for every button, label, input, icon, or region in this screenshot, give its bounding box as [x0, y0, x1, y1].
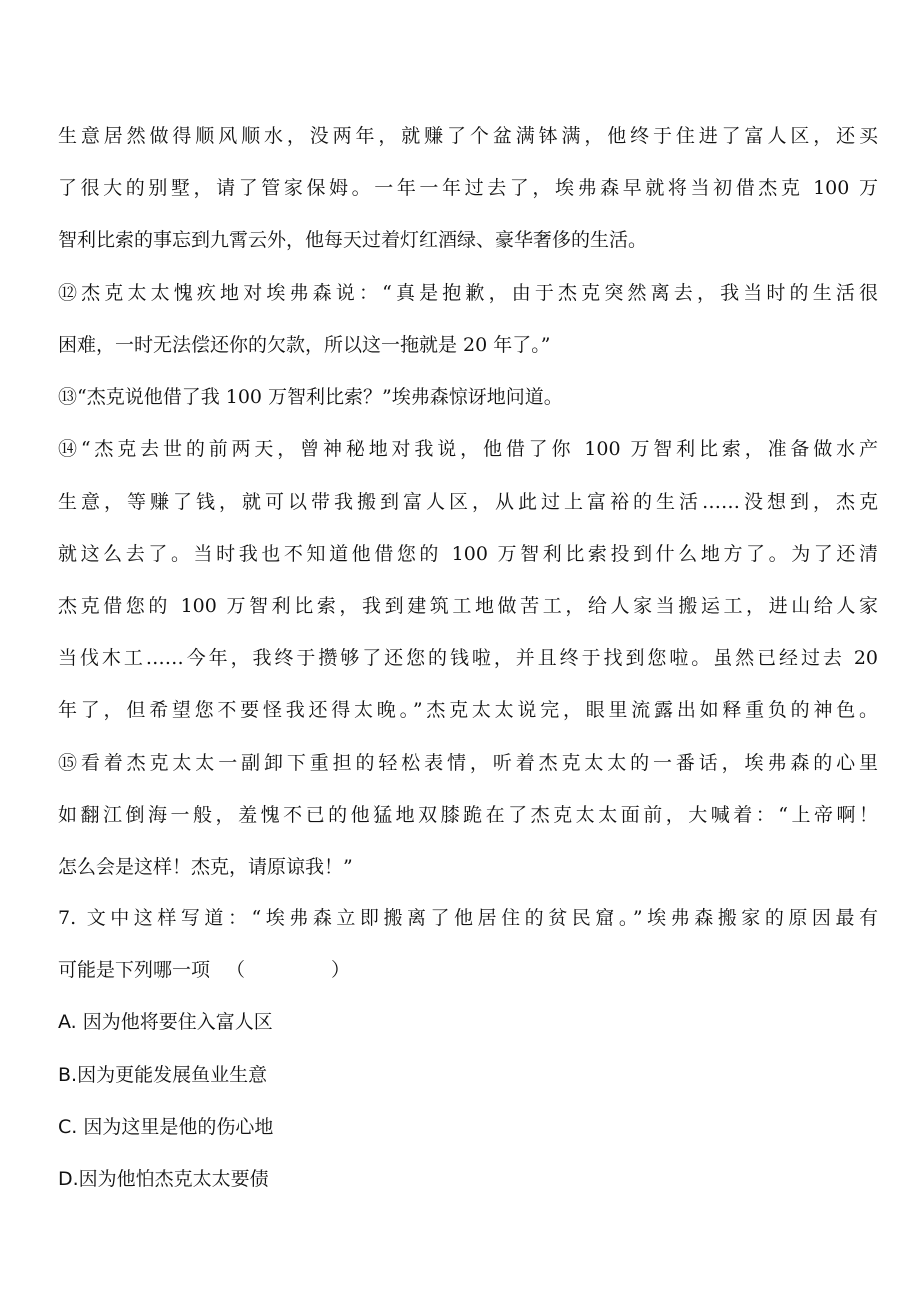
passage-line: 困难，一时无法偿还你的欠款，所以这一拖就是 20 年了。”	[58, 334, 551, 356]
passage-paragraph-15-line: ⑮看着杰克太太一副卸下重担的轻松表情，听着杰克太太的一番话，埃弗森的心里	[58, 752, 878, 774]
passage-line: 生意居然做得顺风顺水，没两年，就赚了个盆满钵满，他终于住进了富人区，还买	[58, 125, 878, 147]
passage-paragraph-14-line: ⑭“杰克去世的前两天，曾神秘地对我说，他借了你 100 万智利比索，准备做水产	[58, 438, 878, 460]
passage-line: 年了，但希望您不要怪我还得太晚。”杰克太太说完，眼里流露出如释重负的神色。	[58, 699, 878, 721]
option-c: C. 因为这里是他的伤心地	[58, 1116, 274, 1138]
passage-paragraph-12-line: ⑫杰克太太愧疚地对埃弗森说：“真是抱歉，由于杰克突然离去，我当时的生活很	[58, 282, 878, 304]
option-b: B.因为更能发展鱼业生意	[58, 1064, 268, 1086]
passage-line: 杰克借您的 100 万智利比索，我到建筑工地做苦工，给人家当搬运工，进山给人家	[58, 595, 878, 617]
option-d: D.因为他怕杰克太太要债	[58, 1168, 269, 1190]
passage-paragraph-13-line: ⑬“杰克说他借了我 100 万智利比索？”埃弗森惊讶地问道。	[58, 386, 563, 408]
question-stem-line-2	[58, 958, 878, 982]
question-stem: 7. 文中这样写道：“埃弗森立即搬离了他居住的贫民窟。”埃弗森搬家的原因最有	[58, 907, 878, 929]
passage-line: 生意，等赚了钱，就可以带我搬到富人区，从此过上富裕的生活……没想到，杰克	[58, 491, 878, 513]
answer-paren-open: （	[226, 959, 246, 981]
passage-line: 当伐木工……今年，我终于攒够了还您的钱啦，并且终于找到您啦。虽然已经过去 20	[58, 647, 878, 669]
question-stem-text: 可能是下列哪一项	[58, 959, 211, 981]
passage-line: 如翻江倒海一般，羞愧不已的他猛地双膝跪在了杰克太太面前，大喊着：“上帝啊！	[58, 804, 878, 826]
option-a: A. 因为他将要住入富人区	[58, 1011, 273, 1033]
passage-line: 怎么会是这样！杰克，请原谅我！”	[58, 856, 353, 878]
passage-line: 智利比索的事忘到九霄云外，他每天过着灯红酒绿、豪华奢侈的生活。	[58, 229, 648, 251]
answer-paren-close: ）	[331, 959, 351, 981]
passage-line: 就这么去了。当时我也不知道他借您的 100 万智利比索投到什么地方了。为了还清	[58, 543, 878, 565]
passage-line: 了很大的别墅，请了管家保姆。一年一年过去了，埃弗森早就将当初借杰克 100 万	[58, 177, 878, 199]
